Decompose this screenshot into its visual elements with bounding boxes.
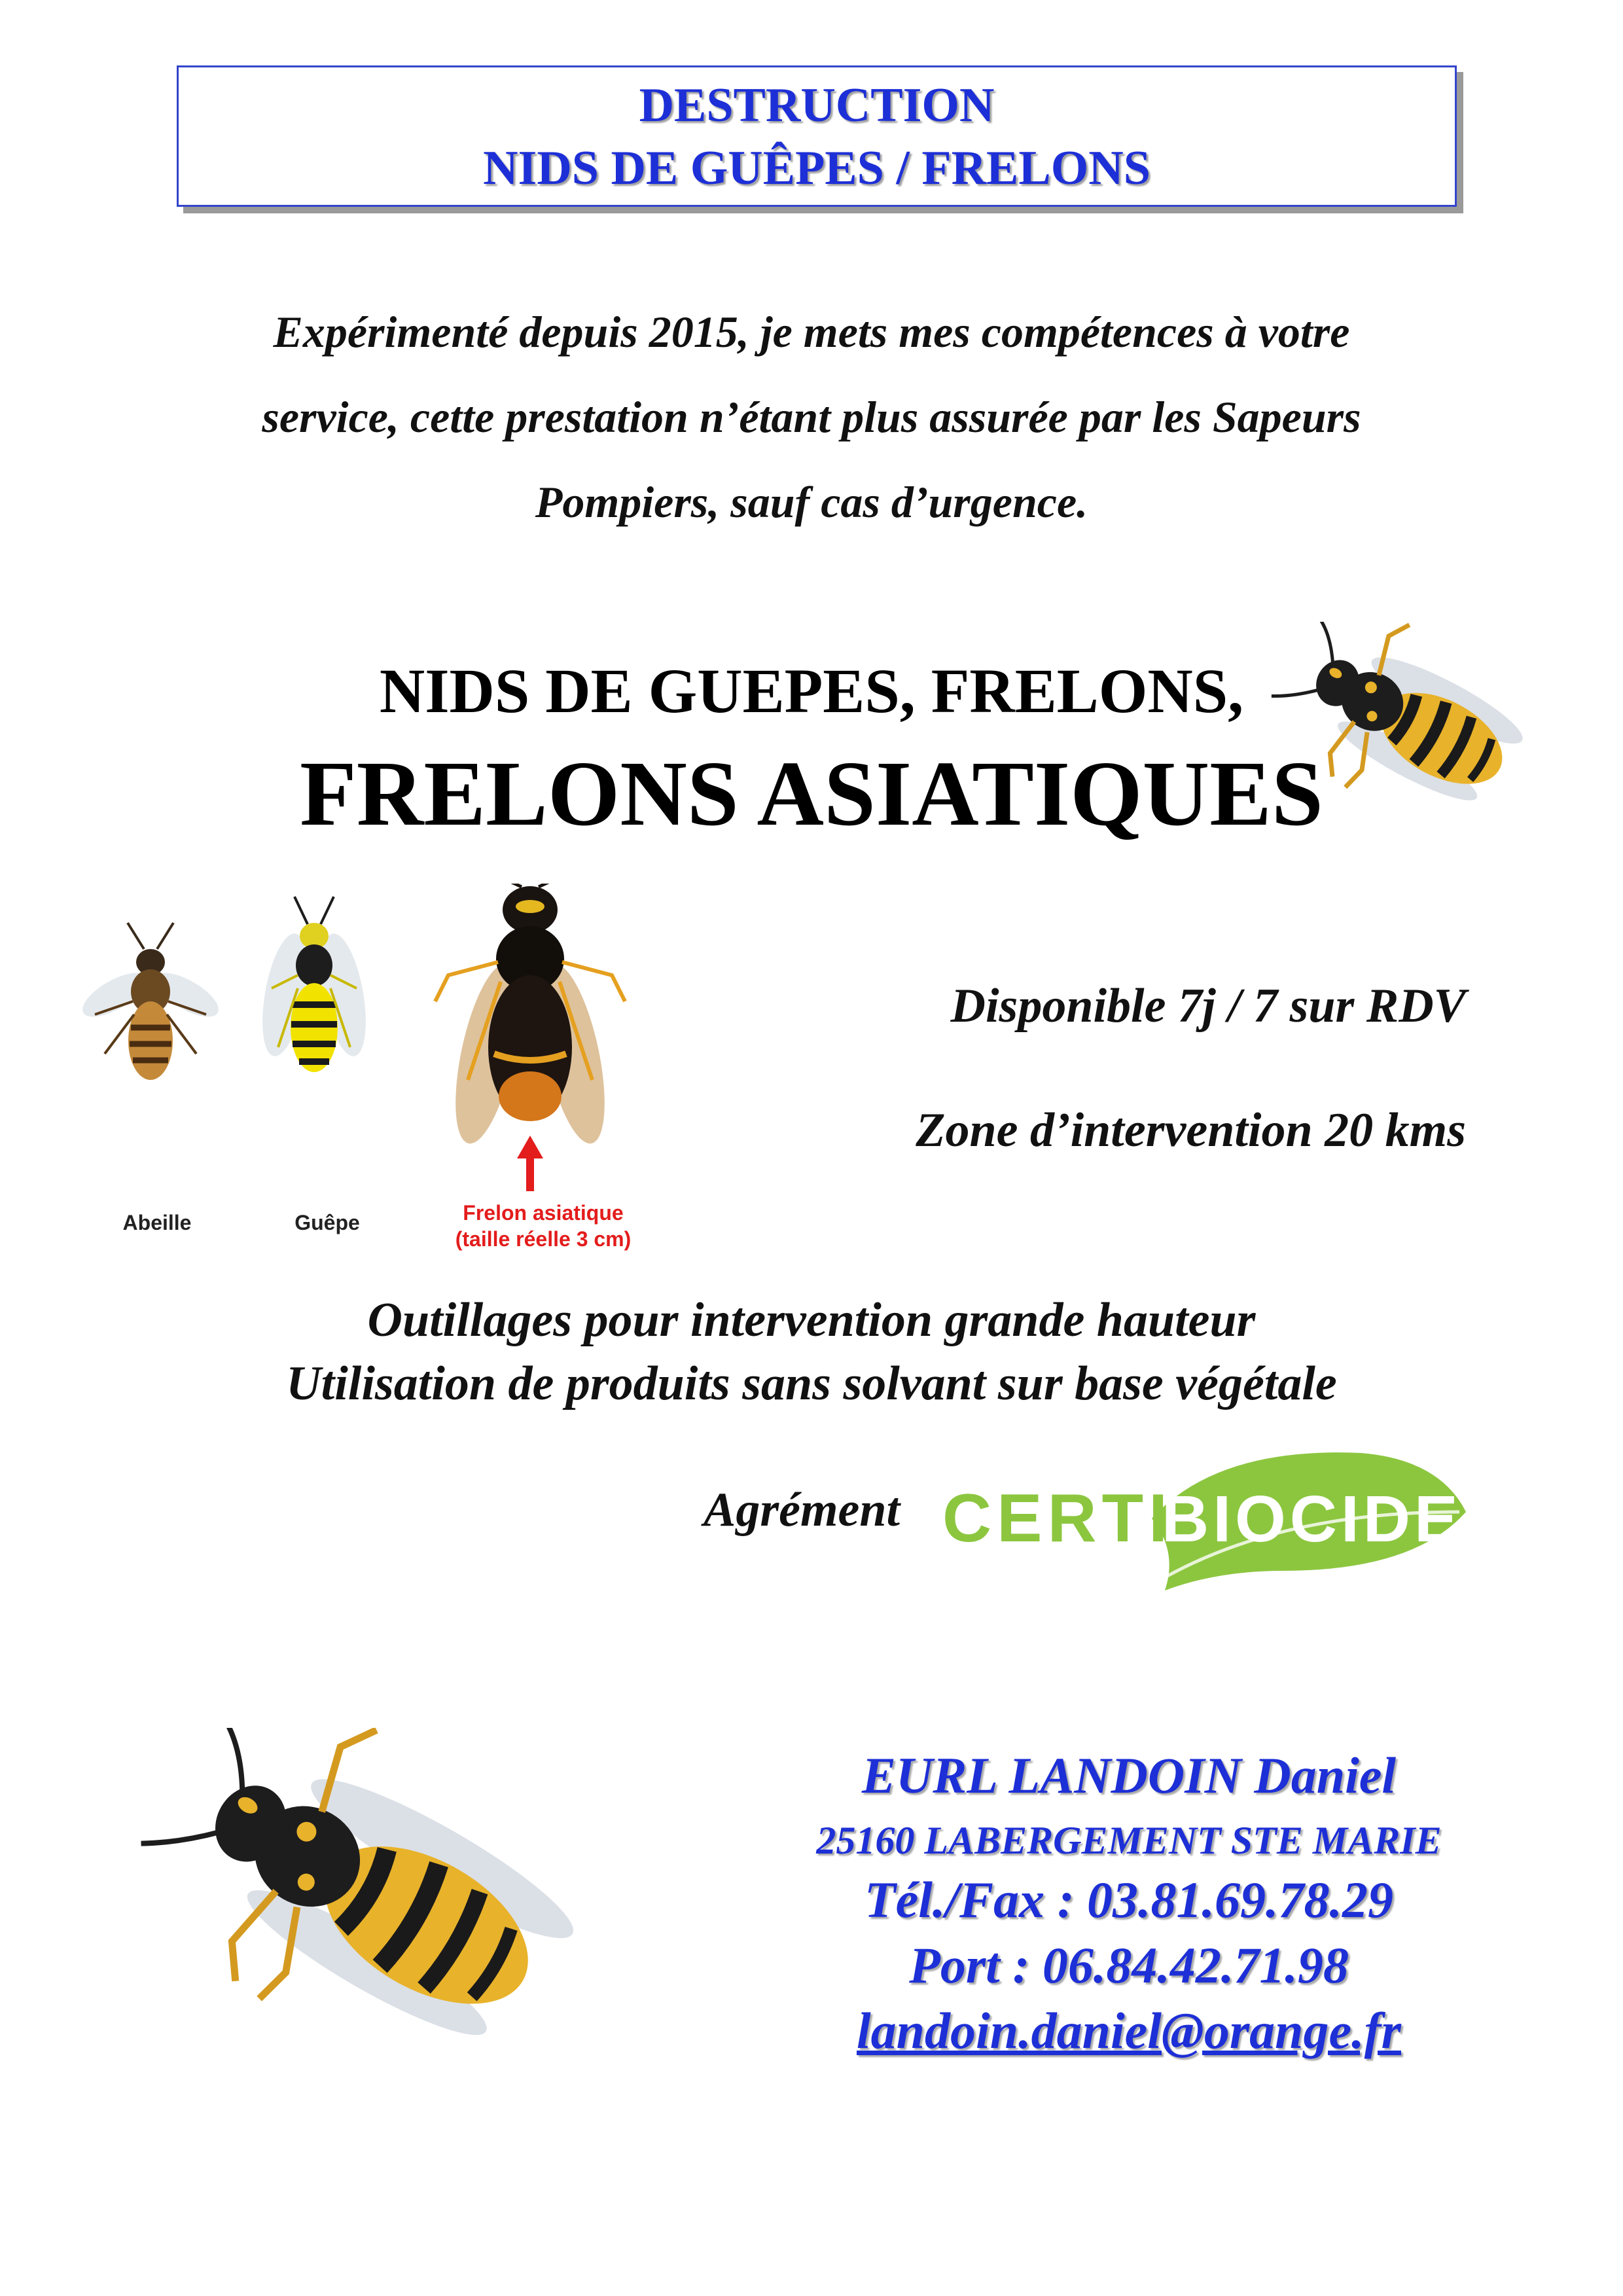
red-arrow-icon xyxy=(517,1136,543,1191)
headline-line-1: NIDS DE GUEPES, FRELONS, xyxy=(379,656,1244,726)
title-line-2: NIDS DE GUÊPES / FRELONS xyxy=(483,141,1150,195)
wasp-bottom-illustration xyxy=(137,1728,596,2068)
contact-port: Port : 06.84.42.71.98 xyxy=(909,1937,1349,1994)
logo-text-biocide: BIOCIDE xyxy=(1162,1482,1462,1556)
wasp-top-illustration xyxy=(1270,622,1544,818)
caption-guepe: Guêpe xyxy=(294,1211,360,1234)
title-line-1: DESTRUCTION xyxy=(639,79,995,132)
intro-line-3: Pompiers, sauf cas d’urgence. xyxy=(535,477,1088,527)
intro-line-2: service, cette prestation n’étant plus assurée par les Sapeurs xyxy=(262,392,1361,442)
agrement-label: Agrément xyxy=(704,1483,901,1537)
asian-hornet-illustration xyxy=(435,884,625,1149)
caption-frelon-1: Frelon asiatique xyxy=(463,1201,624,1225)
services-line-1: Outillages pour intervention grande hauteur xyxy=(367,1293,1256,1347)
headline-line-2: FRELONS ASIATIQUES xyxy=(300,742,1323,845)
contact-email-link[interactable]: landoin.daniel@orange.fr xyxy=(856,2002,1402,2059)
wasp-illustration xyxy=(255,897,374,1072)
intro-line-1: Expérimenté depuis 2015, je mets mes compétences à votre xyxy=(273,307,1350,357)
certibiocide-logo xyxy=(942,1440,1479,1590)
contact-company: EURL LANDOIN Daniel xyxy=(861,1747,1397,1804)
caption-abeille: Abeille xyxy=(122,1211,192,1234)
caption-frelon-2: (taille réelle 3 cm) xyxy=(455,1227,632,1251)
services-line-2: Utilisation de produits sans solvant sur base végétale xyxy=(286,1357,1337,1410)
title-box xyxy=(177,65,1457,207)
availability-zone: Zone d’intervention 20 kms xyxy=(916,1103,1466,1157)
logo-text-certi: CERTI xyxy=(942,1480,1173,1556)
insect-comparison-illustration xyxy=(82,884,684,1211)
contact-tel: Tél./Fax : 03.81.69.78.29 xyxy=(864,1871,1394,1928)
contact-address: 25160 LABERGEMENT STE MARIE xyxy=(816,1819,1442,1862)
bee-illustration xyxy=(82,923,225,1080)
availability-days: Disponible 7j / 7 sur RDV xyxy=(950,979,1466,1033)
